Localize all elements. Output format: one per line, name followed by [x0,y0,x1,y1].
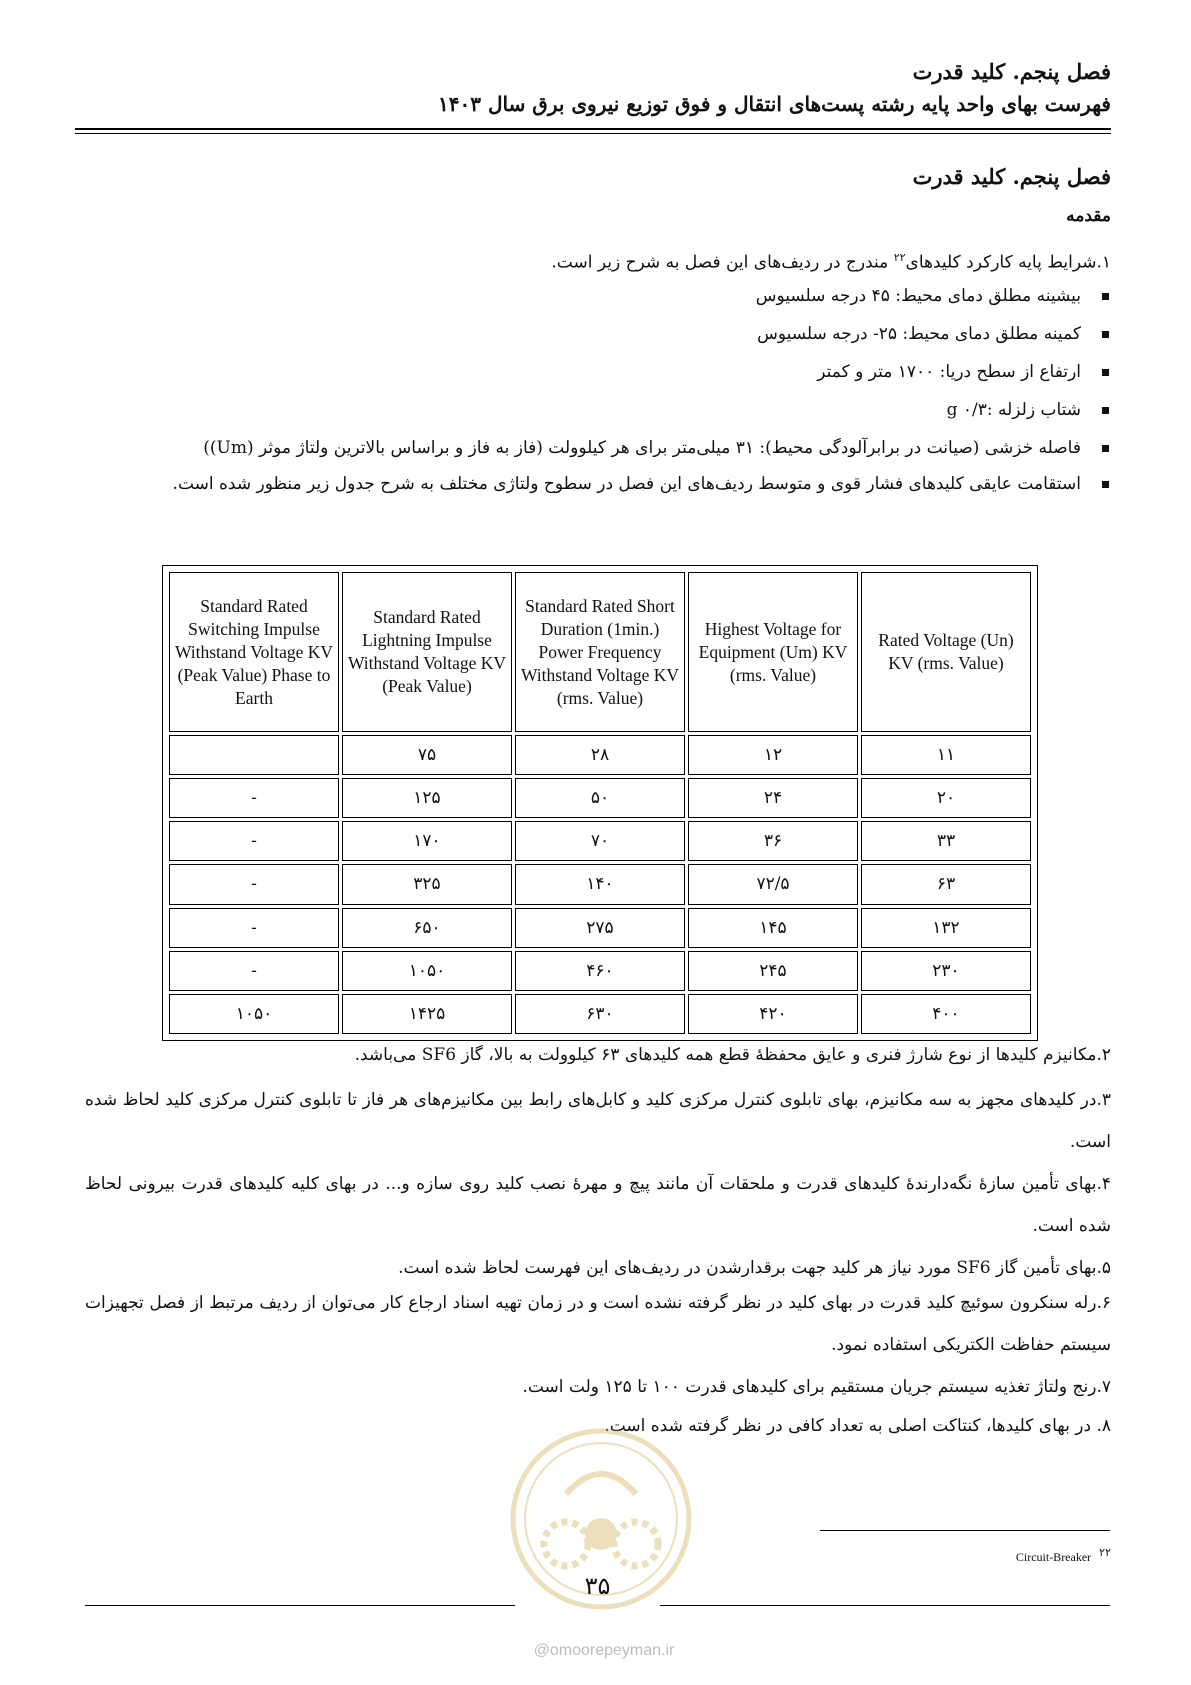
table-cell: ۲۸ [515,735,685,775]
table-row [169,735,1031,775]
table-cell: ۶۳۰ [515,994,685,1034]
table-cell: ۳۶ [688,821,858,861]
table-cell: ۴۲۰ [688,994,858,1034]
paragraph-3: ۳.در کلیدهای مجهز به سه مکانیزم، بهای تابلوی کنترل مرکزی کلید و کابل‌های رابط بین مکانیزم‌های هر فاز تا تابلوی کنترل مرکزی کلید لحاظ شده است. [85,1090,1111,1152]
list-item-text: ارتفاع از سطح دریا: ۱۷۰۰ متر و کمتر [817,362,1081,382]
header-document-title: فهرست بهای واحد پایه رشته پست‌های انتقال و فوق توزیع نیروی برق سال ۱۴۰۳ [438,92,1111,116]
table-cell: ۱۱ [861,735,1031,775]
paragraph-4: ۴.بهای تأمین سازهٔ نگه‌دارندهٔ کلیدهای قدرت و ملحقات آن مانند پیچ و مهرهٔ نصب کلید روی سازه و... در بهای کلیه کلیدهای قدرت بیرونی لحاظ شده است. [85,1174,1111,1236]
square-bullet-icon [1102,407,1109,414]
table-row [169,994,1031,1034]
table-cell: ۴۶۰ [515,951,685,991]
table-cell: ۱۲ [688,735,858,775]
table-cell: ۱۰۵۰ [169,994,339,1034]
watermark-site: @omoorepeyman.ir [533,1642,675,1659]
paragraph-1 [85,246,1111,275]
table-cell: - [169,908,339,948]
table-cell: ۱۲۵ [342,778,512,818]
table-cell: - [169,778,339,818]
list-item-text: استقامت عایقی کلیدهای فشار قوی و متوسط ردیف‌های این فصل در سطوح ولتاژی مختلف به شرح جدول زیر منظور شده است. [172,474,1081,494]
page-number: ۳۵ [584,1572,611,1600]
section-title: فصل پنجم. کلید قدرت [912,164,1111,189]
header-rated-voltage: Rated Voltage (Un) KV (rms. Value) [861,572,1031,732]
paragraph-6: ۶.رله سنکرون سوئیچ کلید قدرت در بهای کلید در نظر گرفته نشده است و در زمان تهیه اسناد ارجاع کار می‌توان از ردیف مرتبط از فصل تجهیزات سیستم حفاظت الکتریکی استفاده نمود. [85,1293,1111,1355]
table-cell: ۲۰ [861,778,1031,818]
table-cell: ۱۰۵۰ [342,951,512,991]
table-cell: ۶۳ [861,864,1031,904]
header-chapter-title: فصل پنجم. کلید قدرت [912,59,1111,84]
square-bullet-icon [1102,331,1109,338]
table-cell: ۳۳ [861,821,1031,861]
header-power-frequency: Standard Rated Short Duration (1min.) Power Frequency Withstand Voltage KV (rms. Value) [515,572,685,732]
list-item-text: شتاب زلزله :g ۰/۳ [946,400,1081,420]
footnote-ref[interactable]: ۲۲ [893,251,906,264]
table-cell [169,735,339,775]
table-cell: ۱۳۲ [861,908,1031,948]
table-cell: ۱۷۰ [342,821,512,861]
table-cell: - [169,951,339,991]
paragraph-1-text-end: مندرج در ردیف‌های این فصل به شرح زیر است. [551,252,894,273]
table-row [169,951,1031,991]
header-highest-voltage: Highest Voltage for Equipment (Um) KV (rms. Value) [688,572,858,732]
table-cell: ۱۴۵ [688,908,858,948]
paragraph-7: ۷.رنج ولتاژ تغذیه سیستم جریان مستقیم برای کلیدهای قدرت ۱۰۰ تا ۱۲۵ ولت است. [522,1377,1111,1397]
table-cell: ۷۲/۵ [688,864,858,904]
list-item [85,463,1111,505]
footer-rule-right [660,1605,1110,1606]
insulation-levels-table [162,565,1038,1041]
header-switching-impulse: Standard Rated Switching Impulse Withstand Voltage KV (Peak Value) Phase to Earth [169,572,339,732]
list-item-text: بیشینه مطلق دمای محیط: ۴۵ درجه سلسیوس [755,286,1081,306]
footnote-text: Circuit-Breaker [1015,1550,1092,1564]
footnote [1016,1546,1111,1565]
table-cell: ۱۴۲۵ [342,994,512,1034]
list-item [85,284,1111,308]
intro-heading: مقدمه [1066,206,1111,226]
list-item-text: فاصله خزشی (صیانت در برابرآلودگی محیط): ۳۱ میلی‌متر برای هر کیلوولت (فاز به فاز و براساس بالاترین ولتاژ موثر (Um)) [203,438,1081,458]
header-rule-thin [75,133,1111,134]
table-cell: ۵۰ [515,778,685,818]
footnote-rule [820,1530,1110,1531]
table-row [169,864,1031,904]
paragraph-5: ۵.بهای تأمین گاز SF6 مورد نیاز هر کلید جهت برقدارشدن در ردیف‌های این فهرست لحاظ شده است. [398,1258,1111,1278]
table-cell: ۴۰۰ [861,994,1031,1034]
table-row [169,778,1031,818]
table-cell: ۲۴۵ [688,951,858,991]
table-cell: ۱۴۰ [515,864,685,904]
table-cell: ۷۵ [342,735,512,775]
list-item [85,360,1111,384]
paragraph-2: ۲.مکانیزم کلیدها از نوع شارژ فنری و عایق محفظهٔ قطع همه کلیدهای ۶۳ کیلوولت به بالا، گاز SF6 می‌باشد. [354,1045,1111,1065]
square-bullet-icon [1102,445,1109,452]
table-cell: ۷۰ [515,821,685,861]
header-rule [75,128,1111,130]
table-cell: - [169,821,339,861]
table-row [169,908,1031,948]
table-row [169,821,1031,861]
table-cell: ۲۴ [688,778,858,818]
list-item [85,436,1111,460]
header-lightning-impulse: Standard Rated Lightning Impulse Withstand Voltage KV (Peak Value) [342,572,512,732]
table-cell: ۲۷۵ [515,908,685,948]
table-cell: ۶۵۰ [342,908,512,948]
footer-rule-left [85,1605,515,1606]
square-bullet-icon [1102,293,1109,300]
table-cell: ۲۳۰ [861,951,1031,991]
running-header [75,56,1111,120]
table-cell: - [169,864,339,904]
footnote-number: ۲۲ [1099,1546,1111,1559]
square-bullet-icon [1102,481,1109,488]
list-item [85,322,1111,346]
table-header-row [169,572,1031,732]
paragraph-1-text: ۱.شرایط پایه کارکرد کلیدهای [905,252,1111,273]
paragraph-8: ۸. در بهای کلیدها، کنتاکت اصلی به تعداد کافی در نظر گرفته شده است. [604,1416,1111,1436]
table-cell: ۳۲۵ [342,864,512,904]
square-bullet-icon [1102,369,1109,376]
list-item-text: کمینه مطلق دمای محیط: ۲۵- درجه سلسیوس [757,324,1081,344]
list-item [85,398,1111,422]
